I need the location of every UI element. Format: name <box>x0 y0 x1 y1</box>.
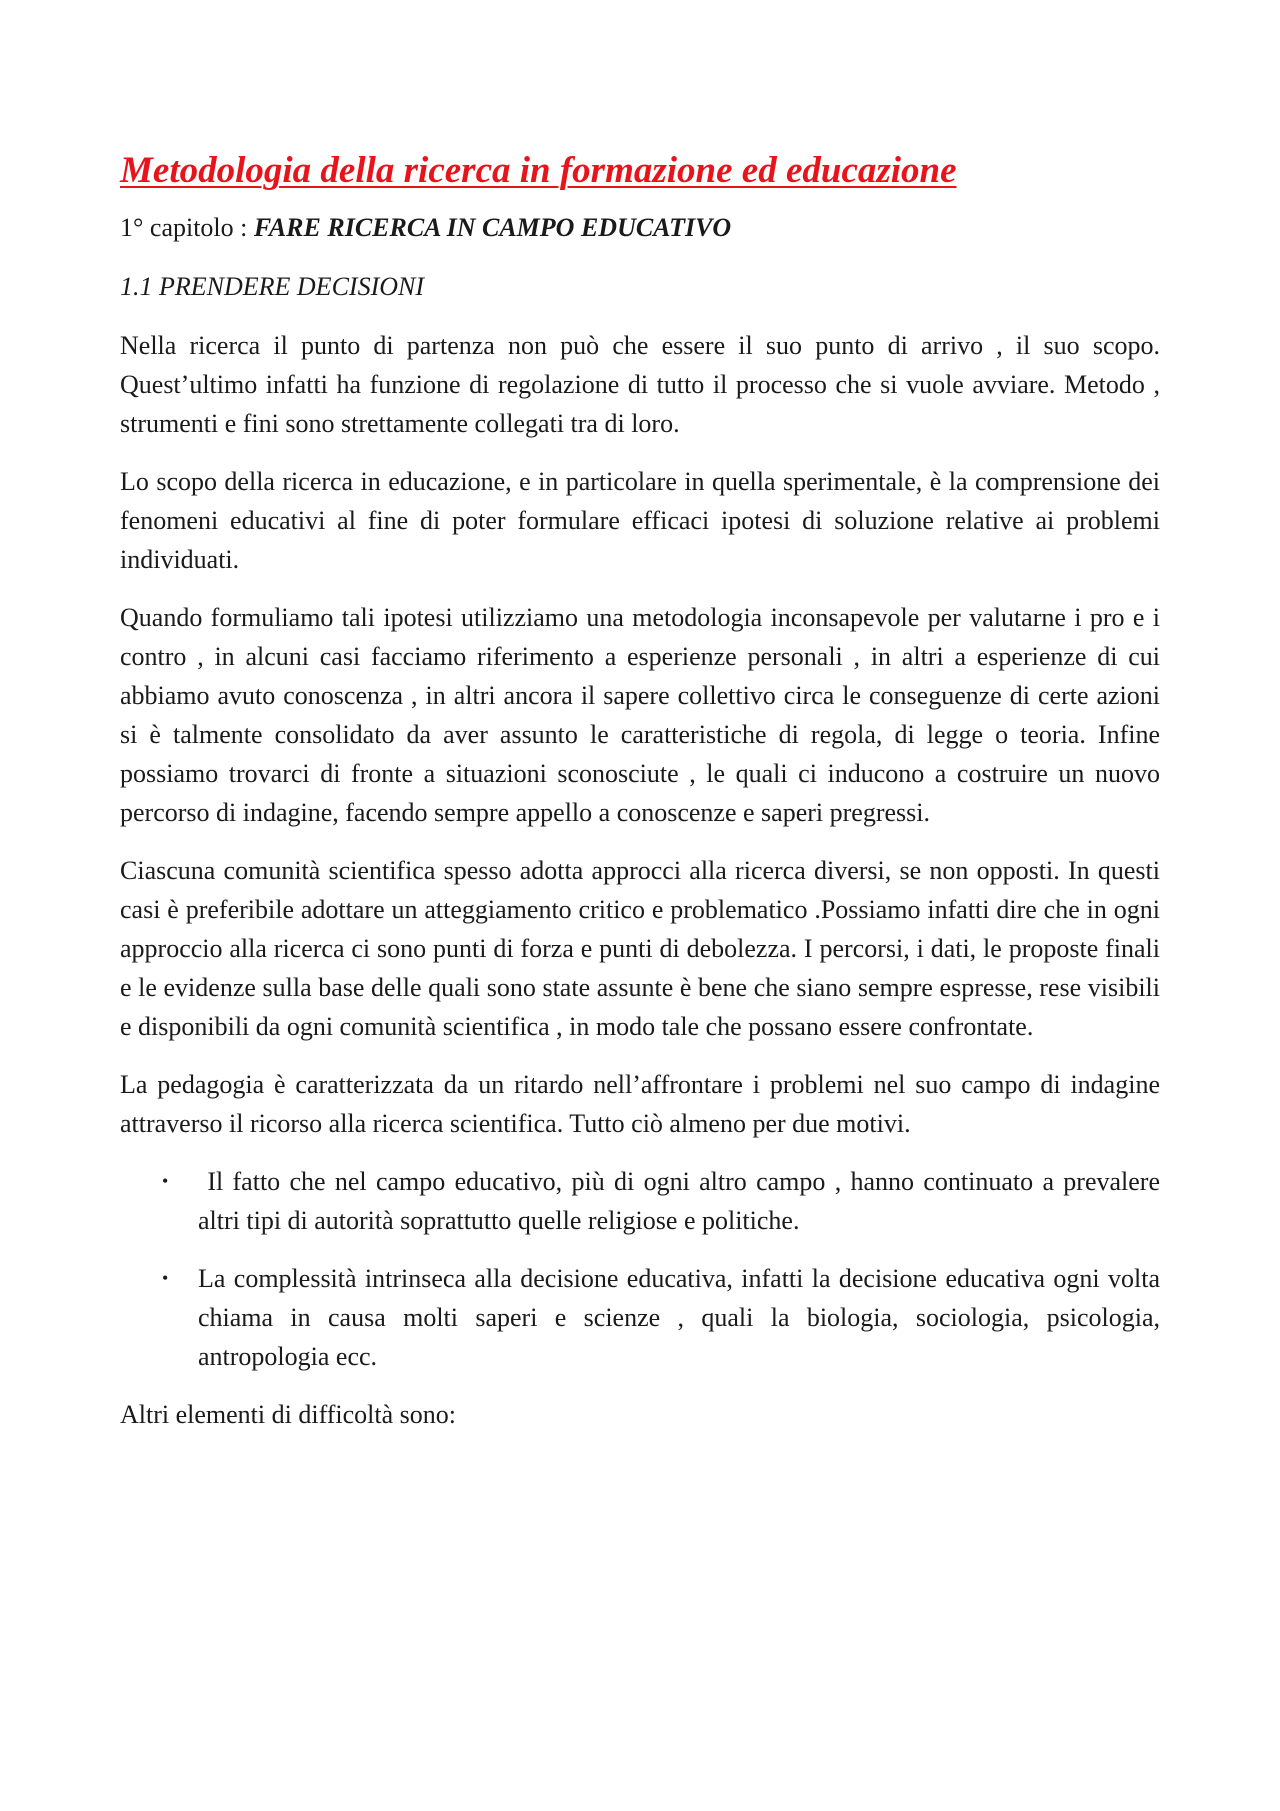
bullet-text: La complessità intrinseca alla decisione educativa, infatti la decisione educativa ogni volta chiama in causa molti saperi e scienze , quali la biologia, sociologia, psicologia, antropologia ecc. <box>198 1264 1160 1371</box>
bullet-item <box>120 1259 1160 1376</box>
paragraph: La pedagogia è caratterizzata da un ritardo nell’affrontare i problemi nel suo campo di indagine attraverso il ricorso alla ricerca scientifica. Tutto ciò almeno per due motivi. <box>120 1070 1160 1138</box>
chapter-line <box>120 208 1160 247</box>
chapter-prefix: 1° capitolo : <box>120 213 254 242</box>
bullet-list <box>120 1162 1167 1376</box>
bullet-text: Il fatto che nel campo educativo, più di ogni altro campo , hanno continuato a prevalere altri tipi di autorità soprattutto quelle religiose e politiche. <box>198 1167 1167 1235</box>
paragraph: Ciascuna comunità scientifica spesso adotta approcci alla ricerca diversi, se non opposti. In questi casi è preferibile adottare un atteggiamento critico e problematico .Possiamo infatti dire che in ogni approccio alla ricerca ci sono punti di forza e punti di debolezza. I percorsi, i dati, le proposte finali e le evidenze sulla base delle quali sono state assunte è bene che siano sempre espresse, rese visibili e disponibili da ogni comunità scientifica , in modo tale che possano essere confrontate. <box>120 856 1160 1041</box>
bullet-item <box>120 1162 1167 1240</box>
paragraph: Quando formuliamo tali ipotesi utilizziamo una metodologia inconsapevole per valutarne i pro e i contro , in alcuni casi facciamo riferimento a esperienze personali , in altri a esperienze di cui abbiamo avuto conoscenza , in altri ancora il sapere collettivo circa le conseguenze di certe azioni si è talmente consolidato da aver assunto le caratteristiche di regola, di legge o teoria. Infine possiamo trovarci di fronte a situazioni sconosciute , le quali ci inducono a costruire un nuovo percorso di indagine, facendo sempre appello a conoscenze e saperi pregressi. <box>120 603 1160 827</box>
closing-line: Altri elementi di difficoltà sono: <box>120 1400 457 1429</box>
paragraph: Lo scopo della ricerca in educazione, e in particolare in quella sperimentale, è la comprensione dei fenomeni educativi al fine di poter formulare efficaci ipotesi di soluzione relative ai problemi individuati. <box>120 467 1160 574</box>
document-title: Metodologia della ricerca in formazione ed educazione <box>120 150 957 191</box>
document-body <box>120 148 1167 1453</box>
paragraph: Nella ricerca il punto di partenza non può che essere il suo punto di arrivo , il suo scopo. Quest’ultimo infatti ha funzione di regolazione di tutto il processo che si vuole avviare. Metodo , strumenti e fini sono strettamente collegati tra di loro. <box>120 331 1160 438</box>
bullet-marker: • <box>162 1268 169 1288</box>
section-heading: 1.1 PRENDERE DECISIONI <box>120 272 425 301</box>
chapter-title: FARE RICERCA IN CAMPO EDUCATIVO <box>253 213 732 242</box>
bullet-marker: • <box>162 1171 169 1191</box>
